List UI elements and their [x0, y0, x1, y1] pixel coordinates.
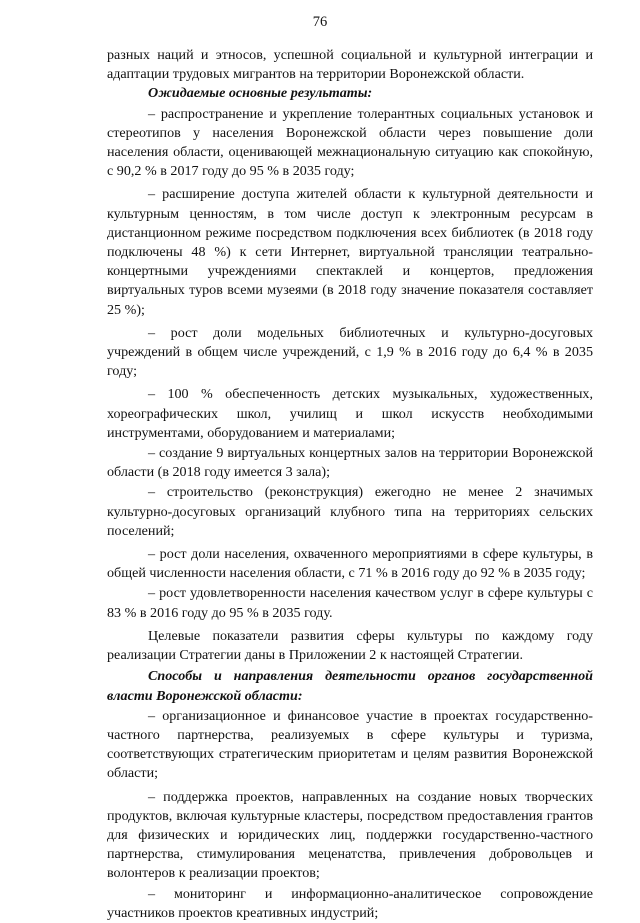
intro-paragraph: разных наций и этносов, успешной социальной и культурной интеграции и адаптации трудовых мигрантов на территории Воронежской области. [107, 47, 593, 83]
result-item: – рост удовлетворенности населения качеством услуг в сфере культуры с 83 % в 2016 году до 95 % в 2035 году. [107, 585, 593, 621]
result-item: – создание 9 виртуальных концертных залов на территории Воронежской области (в 2018 году имеется 3 зала); [107, 445, 593, 481]
result-item: – рост доли населения, охваченного мероприятиями в сфере культуры, в общей численности населения области, с 71 % в 2016 году до 92 % в 2035 году; [107, 546, 593, 582]
method-item: – организационное и финансовое участие в проектах государственно-частного партнерства, реализуемых в сфере культуры и туризма, соответствующих стратегическим приоритетам и целям развития Воронежской области; [107, 707, 593, 782]
result-item: – рост доли модельных библиотечных и культурно-досуговых учреждений в общем числе учреждений, с 1,9 % в 2016 году до 6,4 % в 2035 году; [107, 324, 593, 380]
result-item: – строительство (реконструкция) ежегодно не менее 2 значимых культурно-досуговых организаций клубного типа на территориях сельских поселений; [107, 484, 593, 539]
result-item: – 100 % обеспеченность детских музыкальных, художественных, хореографических школ, училищ и школ искусств необходимыми инструментами, оборудованием и материалами; [107, 386, 593, 441]
methods-heading: Способы и направления деятельности органов государственной власти Воронежской области: [107, 668, 593, 704]
results-heading: Ожидаемые основные результаты: [148, 85, 373, 102]
result-item: – расширение доступа жителей области к культурной деятельности и культурным ценностям, в том числе доступ к электронным ресурсам в дистанционном режиме посредством подключения всех библиотек (в 2018 году подключены 48 %) к сети Интернет, виртуальной трансляции театрально-концертными учреждениями спектаклей и концертов, предложения виртуальных туров всеми музеями (в 2018 году значение показателя составляет 25 %); [107, 186, 593, 318]
result-item: – распространение и укрепление толерантных социальных установок и стереотипов у населения Воронежской области через повышение доли населения области, оценивающей межнациональную ситуацию как спокойную, с 90,2 % в 2017 году до 95 % в 2035 году; [107, 105, 593, 180]
method-item: – мониторинг и информационно-аналитическое сопровождение участников проектов креативных индустрий; [107, 885, 593, 921]
page-number: 76 [312, 14, 328, 30]
method-item: – поддержка проектов, направленных на создание новых творческих продуктов, включая культурные кластеры, посредством предоставления грантов для физических и юридических лиц, поддержки государственно-частного партнерства, стимулирования меценатства, привлечения добровольцев и волонтеров к реализации проектов; [107, 788, 593, 882]
targets-note: Целевые показатели развития сферы культуры по каждому году реализации Стратегии даны в Приложении 2 к настоящей Стратегии. [107, 627, 593, 664]
page-content [107, 46, 593, 923]
